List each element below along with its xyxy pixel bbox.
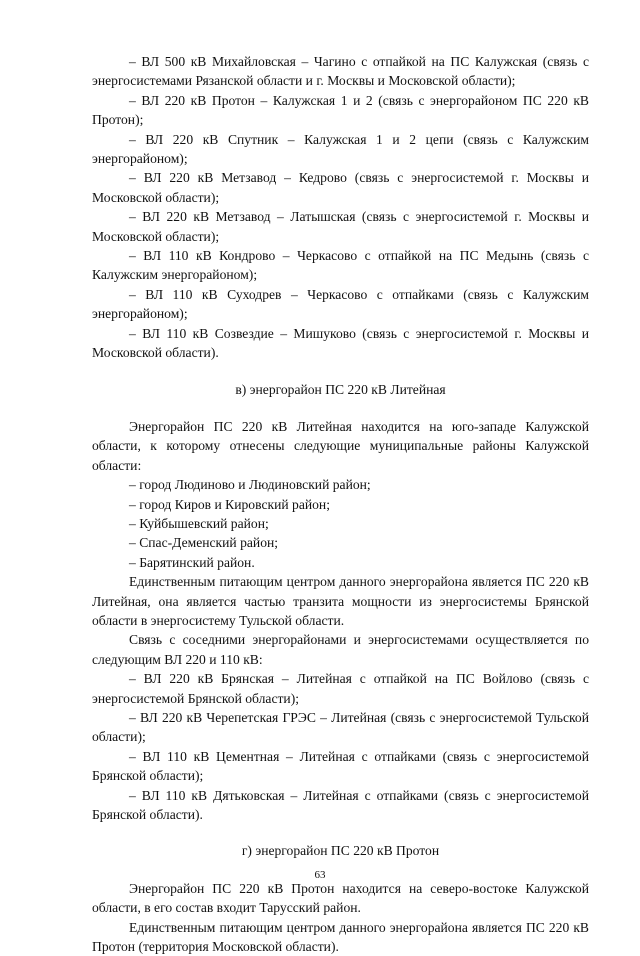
spacer bbox=[92, 824, 589, 841]
paragraph: Энергорайон ПС 220 кВ Протон находится на северо-востоке Калужской области, в его состав входит Тарусский район. bbox=[92, 880, 589, 916]
section-heading: г) энергорайон ПС 220 кВ Протон bbox=[241, 843, 440, 859]
paragraph: Энергорайон ПС 220 кВ Литейная находится на юго-западе Калужской области, к которому отнесены следующие муниципальные районы Калужской области: bbox=[92, 418, 589, 473]
list-item: – город Людиново и Людиновский район; bbox=[129, 477, 371, 493]
paragraph: Связь с соседними энергорайонами и энергосистемами осуществляется по следующим ВЛ 220 и 110 кВ: bbox=[92, 632, 589, 667]
list-item: – ВЛ 110 кВ Дятьковская – Литейная с отпайками (связь с энергосистемой Брянской области). bbox=[92, 787, 589, 823]
list-item: – город Киров и Кировский район; bbox=[129, 496, 330, 512]
paragraph: Единственным питающим центром данного энергорайона является ПС 220 кВ Протон (территория Московской области). bbox=[92, 919, 589, 955]
list-item: – ВЛ 220 кВ Метзавод – Кедрово (связь с энергосистемой г. Москвы и Московской области); bbox=[92, 170, 589, 205]
list-item: – Спас-Деменский район; bbox=[129, 535, 279, 551]
list-item: – ВЛ 500 кВ Михайловская – Чагино с отпайкой на ПС Калужская (связь с энергосистемами Рязанской области и г. Москвы и Московской области); bbox=[92, 54, 589, 89]
list-item: – ВЛ 220 кВ Брянская – Литейная с отпайкой на ПС Войлово (связь с энергосистемой Брянской области); bbox=[92, 671, 589, 706]
list-item: – ВЛ 110 кВ Созвездие – Мишуково (связь с энергосистемой г. Москвы и Московской области). bbox=[92, 325, 589, 361]
list-item: – ВЛ 220 кВ Черепетская ГРЭС – Литейная (связь с энергосистемой Тульской области); bbox=[92, 710, 589, 745]
list-item: – ВЛ 220 кВ Протон – Калужская 1 и 2 (связь с энергорайоном ПС 220 кВ Протон); bbox=[92, 92, 589, 128]
list-item: – ВЛ 220 кВ Спутник – Калужская 1 и 2 цепи (связь с Калужским энергорайоном); bbox=[92, 131, 589, 167]
paragraph: Единственным питающим центром данного энергорайона является ПС 220 кВ Литейная, она является частью транзита мощности из энергосистемы Брянской области в энергосистему Тульской области. bbox=[92, 574, 589, 628]
list-item: – ВЛ 110 кВ Суходрев – Черкасово с отпайками (связь с Калужским энергорайоном); bbox=[92, 286, 589, 322]
spacer bbox=[92, 363, 589, 380]
list-item: – ВЛ 110 кВ Цементная – Литейная с отпайками (связь с энергосистемой Брянской области); bbox=[92, 748, 589, 784]
list-item: – ВЛ 110 кВ Кондрово – Черкасово с отпайкой на ПС Медынь (связь с Калужским энергорайоном); bbox=[92, 248, 589, 283]
page-number: 63 bbox=[314, 869, 326, 881]
section-heading: в) энергорайон ПС 220 кВ Литейная bbox=[235, 381, 446, 397]
list-item: – Куйбышевский район; bbox=[129, 515, 269, 531]
spacer bbox=[92, 399, 589, 417]
list-item: – Барятинский район. bbox=[129, 554, 255, 570]
list-item: – ВЛ 220 кВ Метзавод – Латышская (связь с энергосистемой г. Москвы и Московской области); bbox=[92, 209, 589, 244]
page-content bbox=[92, 52, 589, 956]
